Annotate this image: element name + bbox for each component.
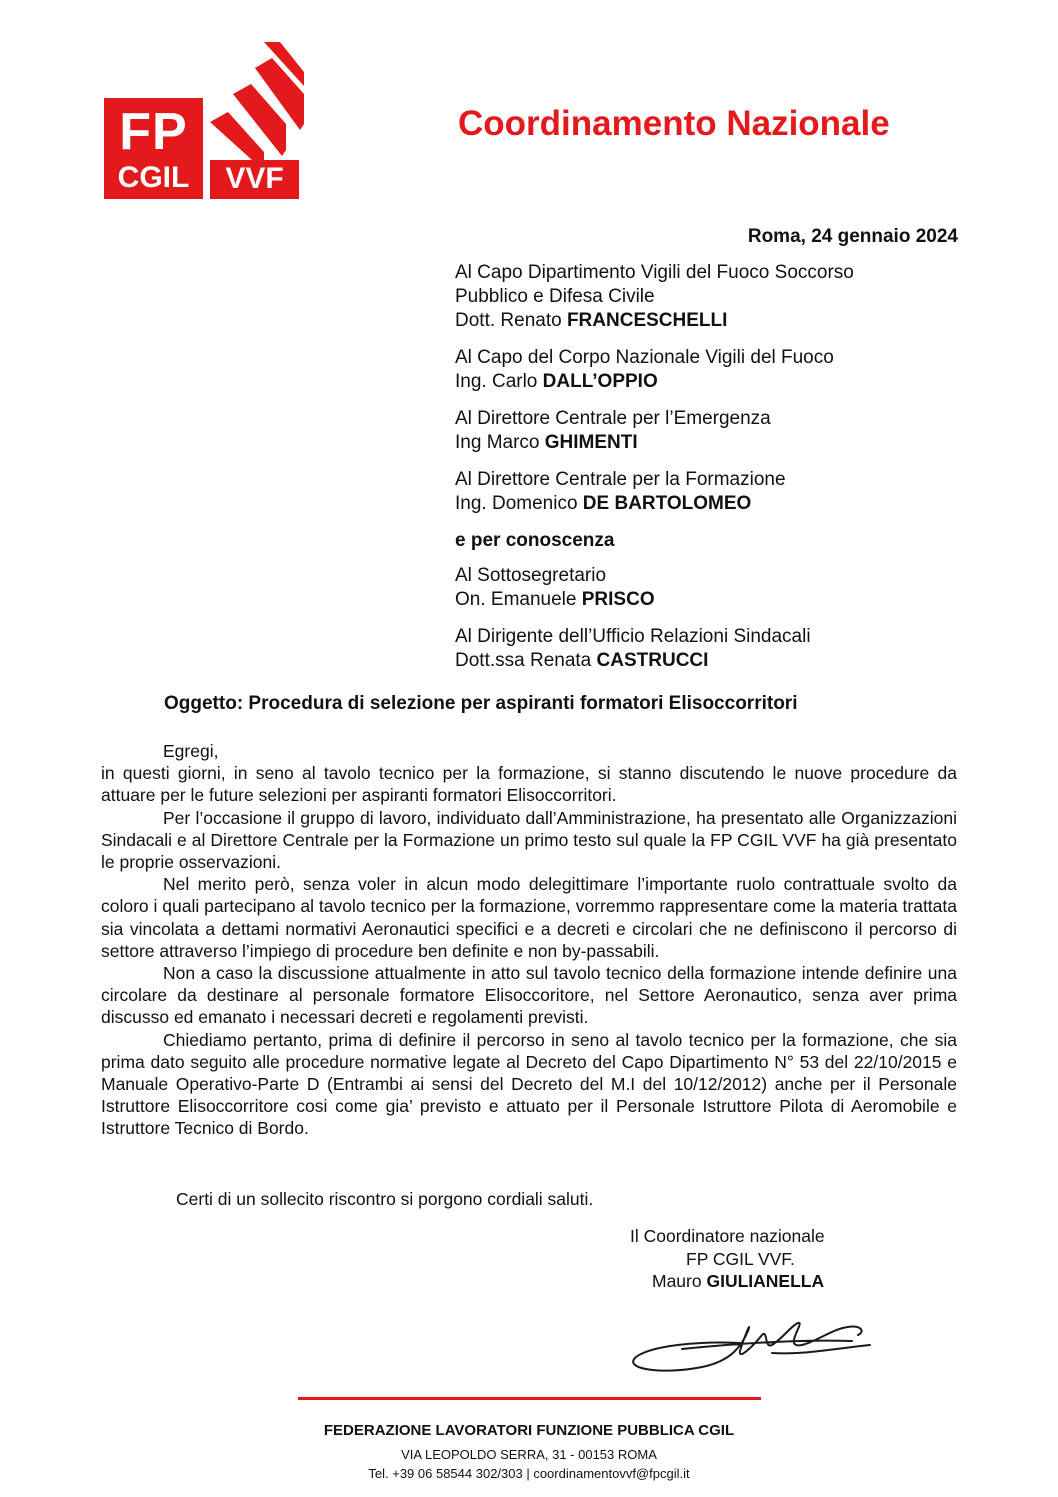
recipient-title: On. Emanuele	[455, 589, 582, 610]
recipient-surname: CASTRUCCI	[596, 650, 709, 671]
body-paragraph: in questi giorni, in seno al tavolo tecnico per la formazione, si stanno discutendo le nuove procedure da attuare per le future selezioni per aspiranti formatori Elisoccorritori.	[101, 763, 957, 806]
recipient-name	[455, 309, 975, 333]
header-title: Coordinamento Nazionale	[458, 104, 890, 143]
body-paragraph: Per l’occasione il gruppo di lavoro, individuato dall’Amministrazione, ha presentato alle Organizzazioni Sindacali e al Direttore Centrale per la Formazione un primo testo sul quale la FP CGIL VVF ha già presentato le proprie osservazioni.	[101, 807, 957, 873]
recipient-surname: FRANCESCHELLI	[566, 310, 728, 331]
salutation: Egregi,	[163, 741, 219, 761]
recipient-name	[455, 431, 975, 455]
footer-organization: FEDERAZIONE LAVORATORI FUNZIONE PUBBLICA CGIL	[323, 1422, 735, 1439]
body-paragraph: Non a caso la discussione attualmente in atto sul tavolo tecnico della formazione intende definire una circolare da destinare al personale formatore Elisoccoritore, nel Settore Aeronautico, senza aver prima discusso ed emanato i necessari decreti e regolamenti previsti.	[101, 963, 957, 1028]
handwritten-signature	[622, 1305, 882, 1385]
recipient-line: Al Sottosegretario	[455, 565, 607, 586]
recipient-block	[455, 261, 975, 333]
recipient-line: Pubblico e Difesa Civile	[455, 286, 655, 307]
cc-recipient-block	[455, 564, 975, 612]
footer-contact: Tel. +39 06 58544 302/303 | coordinamentovvf@fpcgil.it	[368, 1466, 690, 1481]
recipient-block	[455, 346, 975, 394]
recipient-name	[455, 588, 975, 612]
logo-cgil-text: CGIL	[117, 161, 190, 194]
signer-org: FP CGIL VVF.	[686, 1248, 795, 1269]
signature-block	[600, 1225, 880, 1293]
recipient-name	[455, 492, 975, 516]
recipient-line: Al Capo del Corpo Nazionale Vigili del Fuoco	[455, 347, 834, 368]
fp-cgil-vvf-logo	[104, 42, 304, 200]
recipient-title: Ing. Carlo	[455, 371, 543, 392]
footer-divider	[298, 1397, 761, 1400]
body-paragraph: Nel merito però, senza voler in alcun modo delegittimare l’importante ruolo contrattuale svolto da coloro i quali partecipano al tavolo tecnico per la formazione, vorremmo rappresentare come la materia trattata sia vincolata a dettami normativi Aeronautici specifici e a decreti e circolari che ne definiscono il percorso di settore attraverso l’impiego di procedure ben definite e non by-passabili.	[101, 874, 957, 961]
cc-recipient-block	[455, 625, 975, 673]
signer-surname: GIULIANELLA	[706, 1271, 825, 1291]
recipient-surname: DALL’OPPIO	[542, 371, 658, 392]
letter-body	[101, 740, 957, 1140]
closing-line: Certi di un sollecito riscontro si porgono cordiali saluti.	[176, 1189, 594, 1209]
recipient-name	[455, 370, 975, 394]
letter-subject: Oggetto: Procedura di selezione per aspiranti formatori Elisoccorritori	[164, 693, 798, 714]
logo-vvf-text: VVF	[225, 162, 284, 195]
recipient-line: Al Dirigente dell’Ufficio Relazioni Sindacali	[455, 626, 811, 647]
flame-stripes-icon	[208, 42, 304, 160]
cc-label: e per conoscenza	[455, 530, 615, 551]
recipient-title: Dott. Renato	[455, 310, 567, 331]
recipient-title: Dott.ssa Renata	[455, 650, 597, 671]
recipients-block	[455, 261, 975, 686]
recipient-line: Al Capo Dipartimento Vigili del Fuoco Soccorso	[455, 262, 854, 283]
recipient-block	[455, 407, 975, 455]
logo-fp-text: FP	[119, 103, 188, 161]
recipient-line: Al Direttore Centrale per la Formazione	[455, 469, 786, 490]
recipient-surname: GHIMENTI	[544, 432, 638, 453]
body-paragraph: Chiediamo pertanto, prima di definire il percorso in seno al tavolo tecnico per la formazione, che sia prima dato seguito alle procedure normative legate al Decreto del Capo Dipartimento N° 53 del 22/10/2015 e Manuale Operativo-Parte D (Entrambi ai sensi del Decreto del M.I del 10/12/2012) anche per il Personale Istruttore Elisoccorritore cosi come gia’ previsto e attuato per il Personale Istruttore Pilota di Aeromobile e Istruttore Tecnico di Bordo.	[101, 1029, 957, 1139]
recipient-surname: PRISCO	[581, 589, 655, 610]
footer-address: VIA LEOPOLDO SERRA, 31 - 00153 ROMA	[401, 1447, 657, 1462]
letter-date: Roma, 24 gennaio 2024	[747, 226, 958, 247]
recipient-title: Ing. Domenico	[455, 493, 583, 514]
recipient-name	[455, 649, 975, 673]
recipient-surname: DE BARTOLOMEO	[582, 493, 752, 514]
recipient-block	[455, 468, 975, 516]
signer-name	[600, 1270, 880, 1293]
signer-first-name: Mauro	[652, 1271, 707, 1291]
recipient-title: Ing Marco	[455, 432, 545, 453]
signer-role: Il Coordinatore nazionale	[630, 1226, 825, 1246]
recipient-line: Al Direttore Centrale per l’Emergenza	[455, 408, 771, 429]
